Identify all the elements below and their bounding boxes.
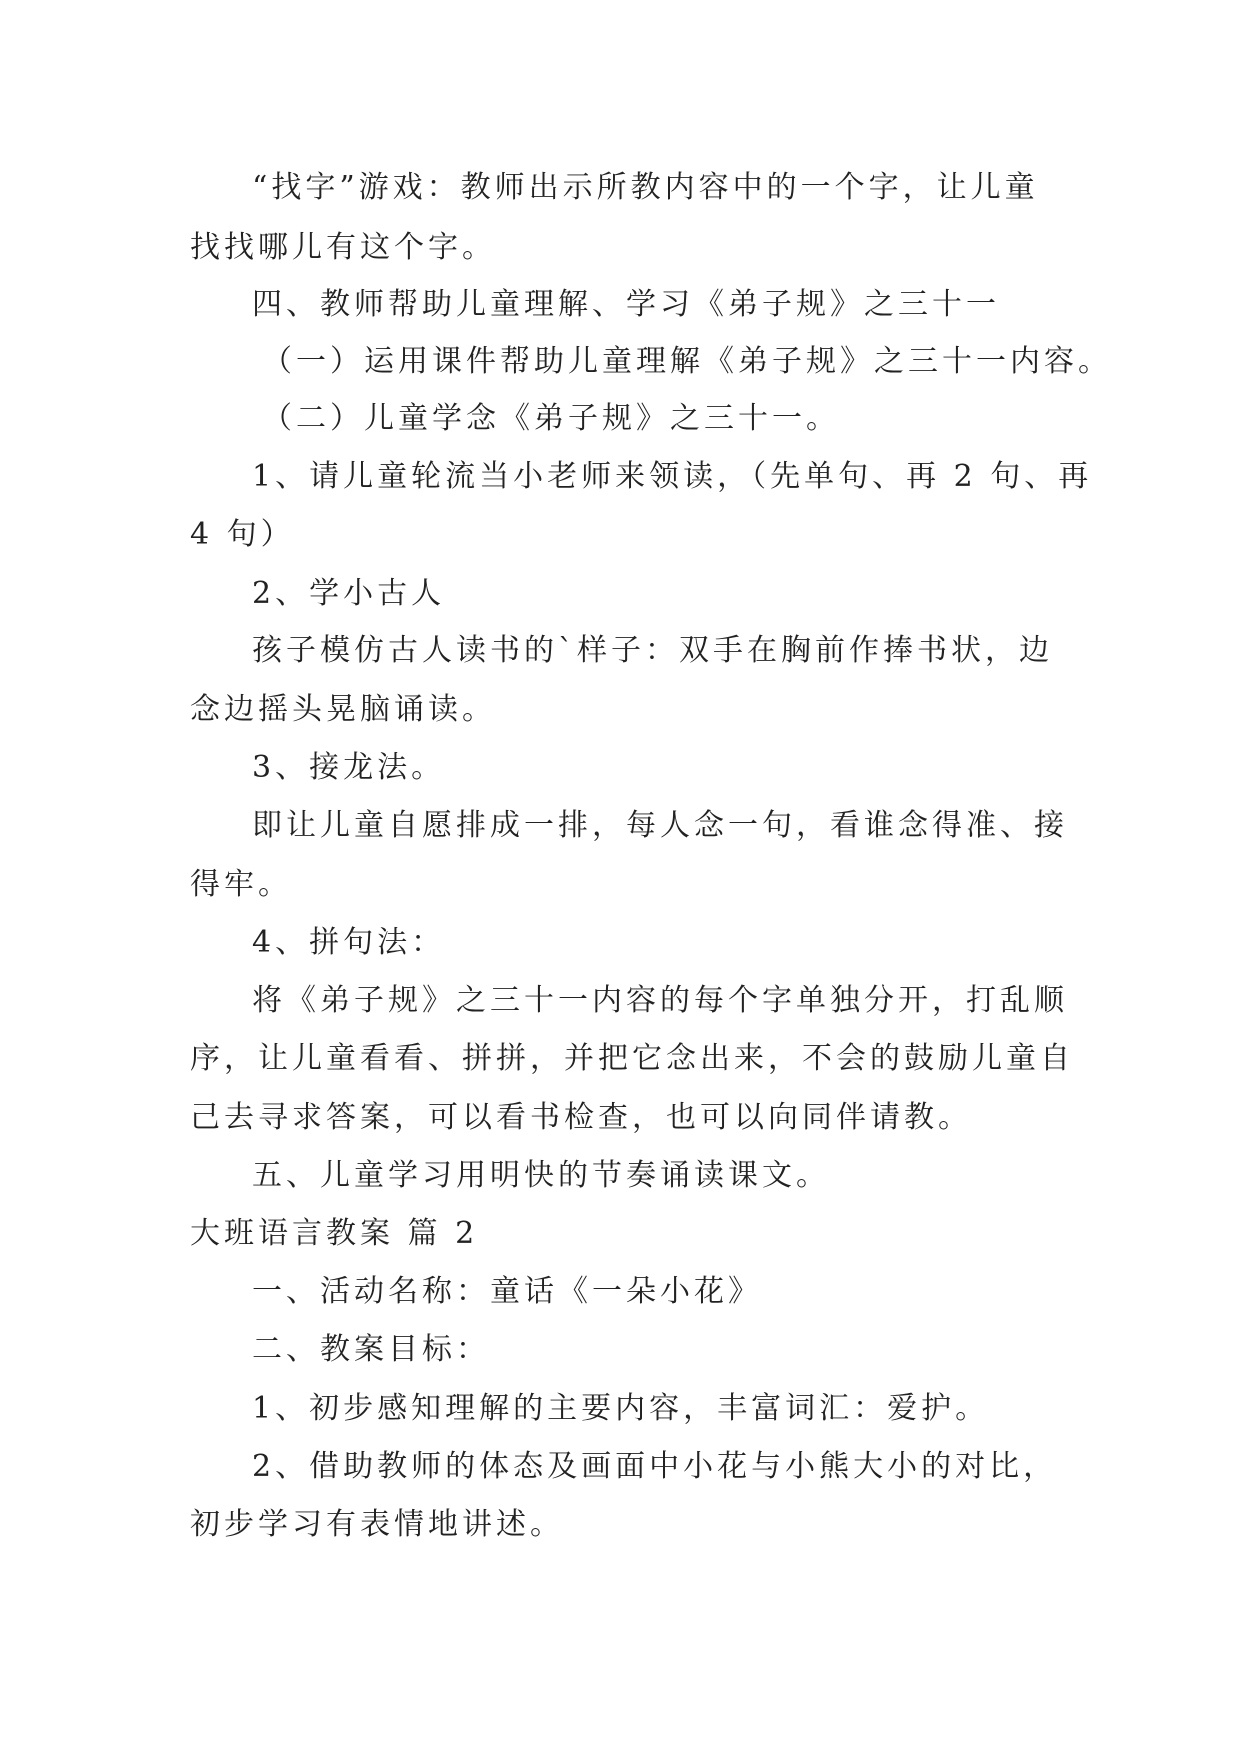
- paragraph-line: 2、借助教师的体态及画面中小花与小熊大小的对比，: [252, 1449, 1058, 1484]
- paragraph-line: 得牢。: [190, 867, 292, 902]
- paragraph-line: 一、活动名称：童话《一朵小花》: [252, 1274, 762, 1309]
- paragraph-line: 孩子模仿古人读书的`样子：双手在胸前作捧书状，边: [252, 633, 1053, 668]
- paragraph-line: 即让儿童自愿排成一排，每人念一句，看谁念得准、接: [252, 808, 1068, 843]
- paragraph-line: 1、请儿童轮流当小老师来领读，（先单句、再 2 句、再: [252, 459, 1093, 494]
- paragraph-line: 二、教案目标：: [252, 1332, 490, 1367]
- section-heading: 四、教师帮助儿童理解、学习《弟子规》之三十一: [252, 287, 1000, 322]
- paragraph-line: 2、学小古人: [252, 576, 446, 611]
- paragraph-line: 4、拼句法：: [252, 925, 446, 960]
- paragraph-line: 4 句）: [190, 517, 295, 552]
- paragraph-line: 将《弟子规》之三十一内容的每个字单独分开，打乱顺: [252, 983, 1068, 1018]
- paragraph-line: 序，让儿童看看、拼拼，并把它念出来，不会的鼓励儿童自: [190, 1041, 1074, 1076]
- paragraph-line: “找字”游戏：教师出示所教内容中的一个字，让儿童: [252, 170, 1039, 205]
- paragraph-line: 五、儿童学习用明快的节奏诵读课文。: [252, 1158, 830, 1193]
- paragraph-line: 念边摇头晃脑诵读。: [190, 692, 496, 727]
- subsection-line: （一）运用课件帮助儿童理解《弟子规》之三十一内容。: [262, 344, 1112, 379]
- document-section-title: 大班语言教案 篇 2: [190, 1216, 479, 1251]
- paragraph-line: 3、接龙法。: [252, 750, 446, 785]
- paragraph-line: 找找哪儿有这个字。: [190, 230, 496, 265]
- paragraph-line: 初步学习有表情地讲述。: [190, 1507, 564, 1542]
- paragraph-line: 1、初步感知理解的主要内容，丰富词汇：爱护。: [252, 1391, 990, 1426]
- subsection-line: （二）儿童学念《弟子规》之三十一。: [262, 401, 840, 436]
- paragraph-line: 己去寻求答案，可以看书检查，也可以向同伴请教。: [190, 1100, 972, 1135]
